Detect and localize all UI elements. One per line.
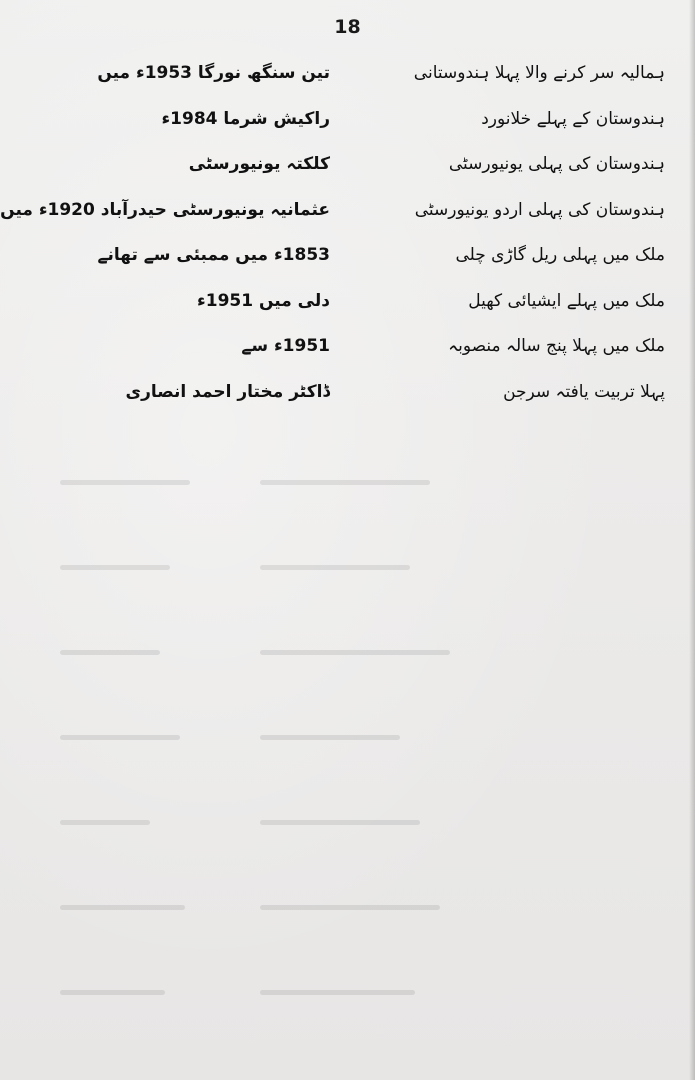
show-through-text: [40, 420, 660, 1060]
page-number: 18: [334, 16, 361, 38]
fact-row: [0, 329, 695, 375]
fact-question: ہندوستان کی پہلی یونیورسٹی: [448, 154, 665, 174]
fact-row: [0, 56, 695, 102]
fact-question: ہندوستان کی پہلی اردو یونیورسٹی: [414, 199, 665, 220]
fact-answer: عثمانیہ یونیورسٹی حیدرآباد 1920ء میں: [0, 199, 330, 220]
fact-row: [0, 102, 695, 148]
fact-question: ملک میں پہلی ریل گاڑی چلی: [455, 245, 665, 265]
fact-answer: 1853ء میں ممبئی سے تھانے: [97, 245, 330, 265]
fact-question: ملک میں پہلا پنج سالہ منصوبہ: [448, 336, 665, 356]
fact-row: [0, 238, 695, 284]
facts-list: [0, 56, 695, 420]
fact-row: [0, 193, 695, 239]
fact-row: [0, 284, 695, 330]
fact-row: [0, 375, 695, 421]
fact-answer: 1951ء سے: [241, 336, 330, 356]
fact-question: ہمالیہ سر کرنے والا پہلا ہندوستانی: [413, 63, 665, 83]
fact-answer: کلکتہ یونیورسٹی: [188, 154, 330, 174]
fact-answer: تین سنگھ نورگا 1953ء میں: [97, 63, 330, 83]
fact-answer: ڈاکٹر مختار احمد انصاری: [125, 381, 330, 402]
fact-answer: راکیش شرما 1984ء: [161, 108, 330, 129]
fact-question: ہندوستان کے پہلے خلانورد: [481, 108, 665, 129]
fact-answer: دلی میں 1951ء: [197, 290, 330, 311]
fact-row: [0, 147, 695, 193]
fact-question: ملک میں پہلے ایشیائی کھیل: [468, 290, 665, 311]
fact-question: پہلا تربیت یافتہ سرجن: [503, 381, 665, 402]
